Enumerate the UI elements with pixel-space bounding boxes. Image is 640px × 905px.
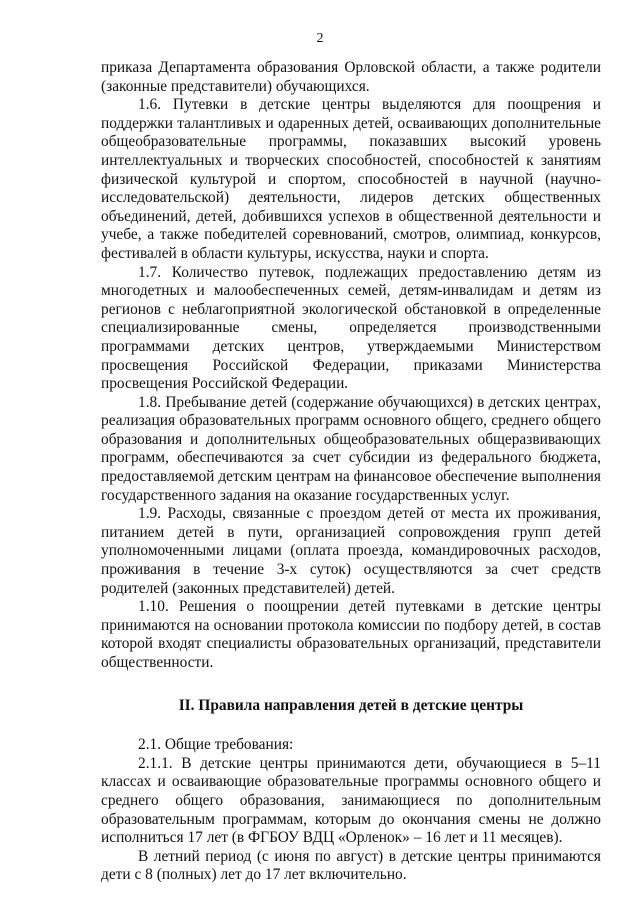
paragraph-continuation: приказа Департамента образования Орловской области, а также родители (законные представители) обучающихся. (101, 59, 601, 95)
document-body (101, 59, 601, 885)
section-heading: II. Правила направления детей в детские центры (178, 696, 524, 714)
paragraph-summer-period: В летний период (с июня по август) в детские центры принимаются дети с 8 (полных) лет до 17 лет включительно. (101, 847, 601, 884)
paragraph-1-7: 1.7. Количество путевок, подлежащих предоставлению детям из многодетных и малообеспеченных семей, детям-инвалидам и детям из регионов с неблагоприятной экологической обстановкой в определенные специализированные смены, определяется производственными программами детских центров, утверждаемыми Министерством просвещения Российской Федерации, приказами Министерства просвещения Российской Федерации. (101, 263, 601, 393)
paragraph-1-8: 1.8. Пребывание детей (содержание обучающихся) в детских центрах, реализация образовательных программ основного общего, среднего общего образования и дополнительных общеобразовательных общеразвивающих программ, обеспечиваются за счет субсидии из федерального бюджета, предоставляемой детским центрам на финансовое обеспечение выполнения государственного задания на оказание государственных услуг. (101, 393, 601, 504)
page-number: 2 (316, 31, 324, 46)
paragraph-2-1: 2.1. Общие требования: (138, 736, 294, 754)
paragraph-1-6: 1.6. Путевки в детские центры выделяются для поощрения и поддержки талантливых и одаренных детей, осваивающих дополнительные общеобразовательные программы, показавших высокий уровень интеллектуальных и творческих способностей, способностей к занятиям физической культурой и спортом, способностей в научной (научно-исследовательской) деятельности, лидеров детских общественных объединений, детей, добившихся успехов в общественной деятельности и учебе, а также победителей соревнований, смотров, олимпиад, конкурсов, фестивалей в области культуры, искусства, науки и спорта. (101, 96, 601, 262)
paragraph-1-10: 1.10. Решения о поощрении детей путевками в детские центры принимаются на основании протокола комиссии по подбору детей, в состав которой входят специалисты образовательных организаций, представители общественности. (101, 598, 601, 671)
paragraph-1-9: 1.9. Расходы, связанные с проездом детей от места их проживания, питанием детей в пути, организацией сопровождения групп детей уполномоченными лицами (оплата проезда, командировочных расходов, проживания в течение 3-х суток) осуществляются за счет средств родителей (законных представителей) детей. (101, 505, 601, 597)
paragraph-2-1-1: 2.1.1. В детские центры принимаются дети, обучающиеся в 5–11 классах и осваивающие образовательные программы основного общего и среднего общего образования, занимающиеся по дополнительным образовательным программам, которым до окончания смены не должно исполниться 17 лет (в ФГБОУ ВДЦ «Орленок» – 16 лет и 11 месяцев). (101, 754, 601, 847)
